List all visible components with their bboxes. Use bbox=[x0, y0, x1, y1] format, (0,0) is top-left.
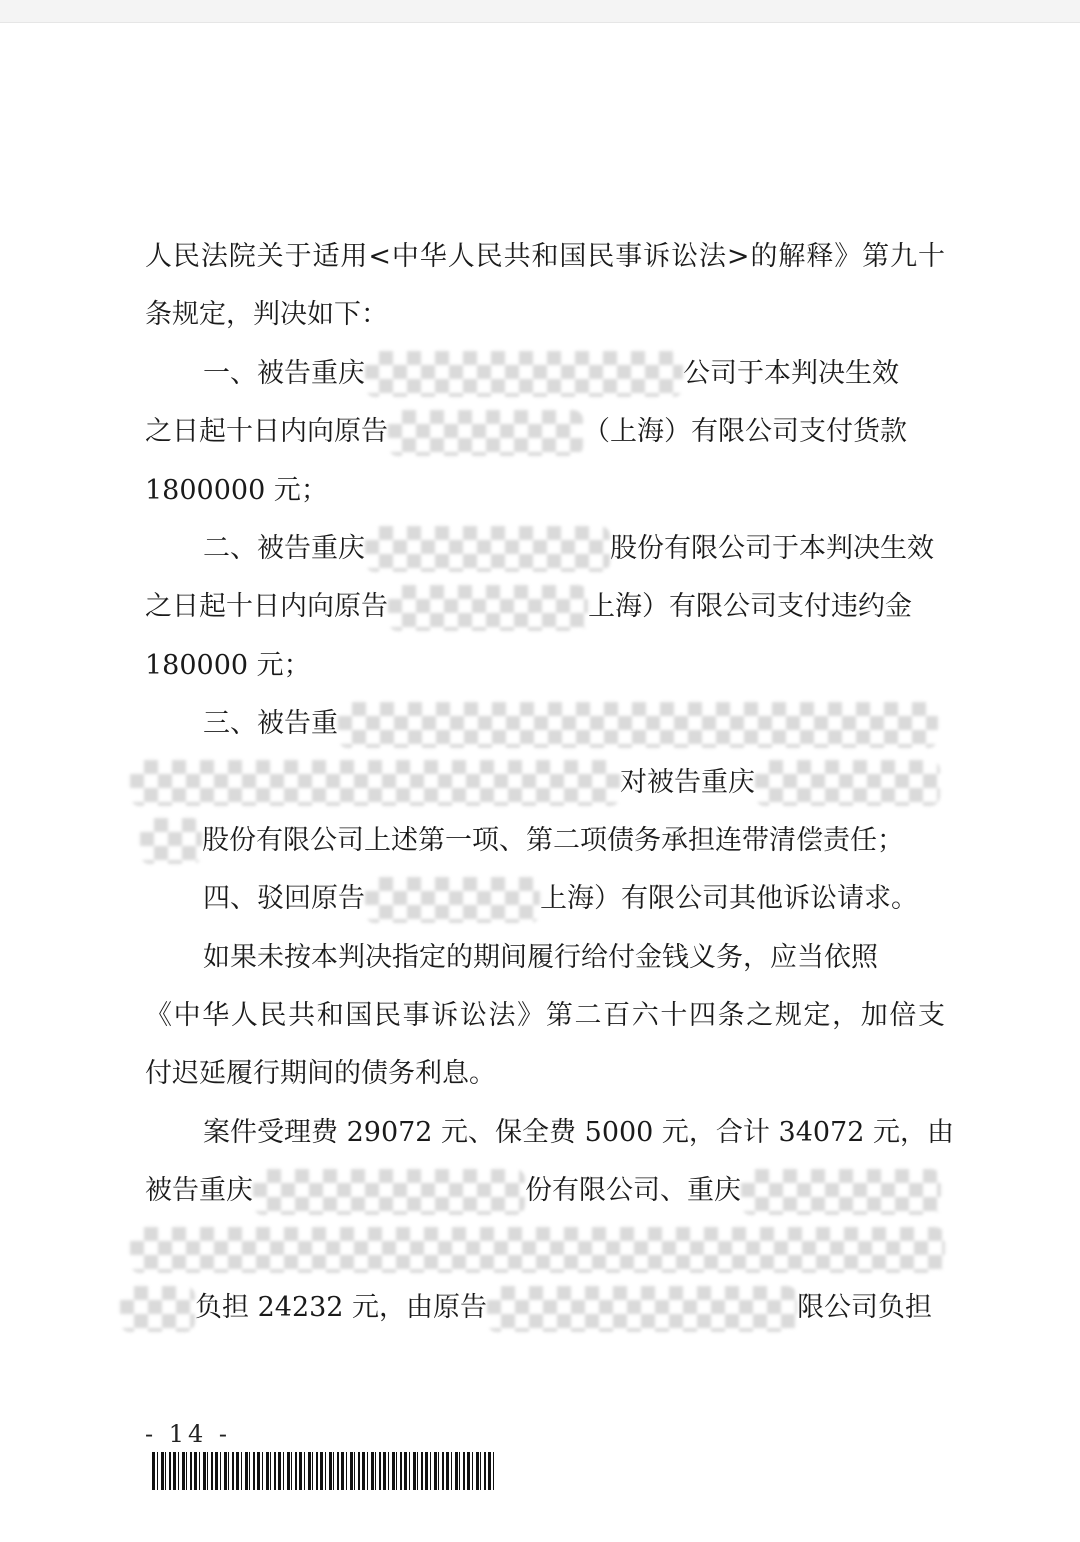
text-fragment: 股份有限公司上述第一项、第二项债务承担连带清偿责任； bbox=[202, 824, 904, 856]
text-line bbox=[145, 228, 945, 286]
text-fragment: 限公司负担 bbox=[797, 1292, 933, 1324]
text-fragment: 一、被告重庆 bbox=[203, 357, 365, 389]
redaction-mosaic bbox=[140, 818, 202, 864]
text-fragment: 公司于本判决生效 bbox=[683, 357, 899, 389]
text-line bbox=[145, 462, 945, 520]
text-line-content: 180000 元； bbox=[145, 649, 311, 681]
text-line-content: 条规定，判决如下： bbox=[145, 299, 388, 331]
redaction-mosaic bbox=[755, 760, 940, 806]
text-line-content: 《中华人民共和国民事诉讼法》第二百六十四条之规定，加倍支 bbox=[145, 1000, 945, 1032]
redaction-mosaic bbox=[365, 526, 610, 572]
text-fragment: 三、被告重 bbox=[203, 708, 338, 740]
text-line-content: 如果未按本判决指定的期间履行给付金钱义务，应当依照 bbox=[203, 941, 878, 973]
text-fragment: 上海）有限公司支付违约金 bbox=[588, 591, 912, 623]
page-number: - 14 - bbox=[145, 1420, 232, 1448]
text-line bbox=[130, 1221, 945, 1279]
judgment-item-3 bbox=[145, 695, 945, 753]
text-fragment: 被告重庆 bbox=[145, 1175, 253, 1207]
text-fragment: 份有限公司、重庆 bbox=[525, 1175, 741, 1207]
text-line bbox=[145, 286, 945, 344]
redaction-mosaic bbox=[130, 1227, 945, 1273]
text-line-content: 付迟延履行期间的债务利息。 bbox=[145, 1058, 496, 1090]
text-line bbox=[145, 1104, 954, 1162]
redaction-mosaic bbox=[741, 1169, 941, 1215]
text-fragment: （上海）有限公司支付货款 bbox=[583, 416, 907, 448]
text-line bbox=[145, 1045, 945, 1103]
redaction-mosaic bbox=[338, 702, 938, 748]
text-line bbox=[145, 1162, 945, 1220]
text-line-content: 1800000 元； bbox=[145, 474, 328, 506]
text-line bbox=[130, 754, 945, 812]
text-line-content: 案件受理费 29072 元、保全费 5000 元，合计 34072 元，由 bbox=[203, 1116, 954, 1148]
redaction-mosaic bbox=[365, 351, 683, 397]
text-fragment: 之日起十日内向原告 bbox=[145, 591, 388, 623]
redaction-mosaic bbox=[253, 1169, 525, 1215]
judgment-item-4 bbox=[145, 870, 945, 928]
document-page bbox=[145, 228, 954, 1337]
text-line bbox=[120, 1279, 945, 1337]
redaction-mosaic bbox=[365, 877, 540, 923]
judgment-item-2 bbox=[145, 520, 945, 578]
redaction-mosaic bbox=[120, 1286, 195, 1332]
text-fragment: 股份有限公司于本判决生效 bbox=[610, 532, 934, 564]
text-fragment: 二、被告重庆 bbox=[203, 532, 365, 564]
text-line bbox=[145, 403, 945, 461]
judgment-item-1 bbox=[145, 345, 945, 403]
text-fragment: 之日起十日内向原告 bbox=[145, 416, 388, 448]
text-line bbox=[145, 929, 945, 987]
text-fragment: 四、驳回原告 bbox=[203, 883, 365, 915]
text-line bbox=[145, 987, 945, 1045]
redaction-mosaic bbox=[130, 760, 620, 806]
text-fragment: 负担 24232 元，由原告 bbox=[195, 1292, 488, 1324]
text-line bbox=[145, 578, 945, 636]
text-line-content: 人民法院关于适用<中华人民共和国民事诉讼法>的解释》第九十 bbox=[145, 241, 945, 272]
barcode bbox=[152, 1452, 497, 1490]
text-fragment: 对被告重庆 bbox=[620, 766, 755, 798]
text-line bbox=[145, 637, 945, 695]
text-line bbox=[140, 812, 945, 870]
redaction-mosaic bbox=[487, 1286, 797, 1332]
redaction-mosaic bbox=[388, 410, 583, 456]
redaction-mosaic bbox=[388, 585, 588, 631]
viewer-top-bar bbox=[0, 0, 1080, 23]
text-fragment: 上海）有限公司其他诉讼请求。 bbox=[540, 883, 918, 915]
